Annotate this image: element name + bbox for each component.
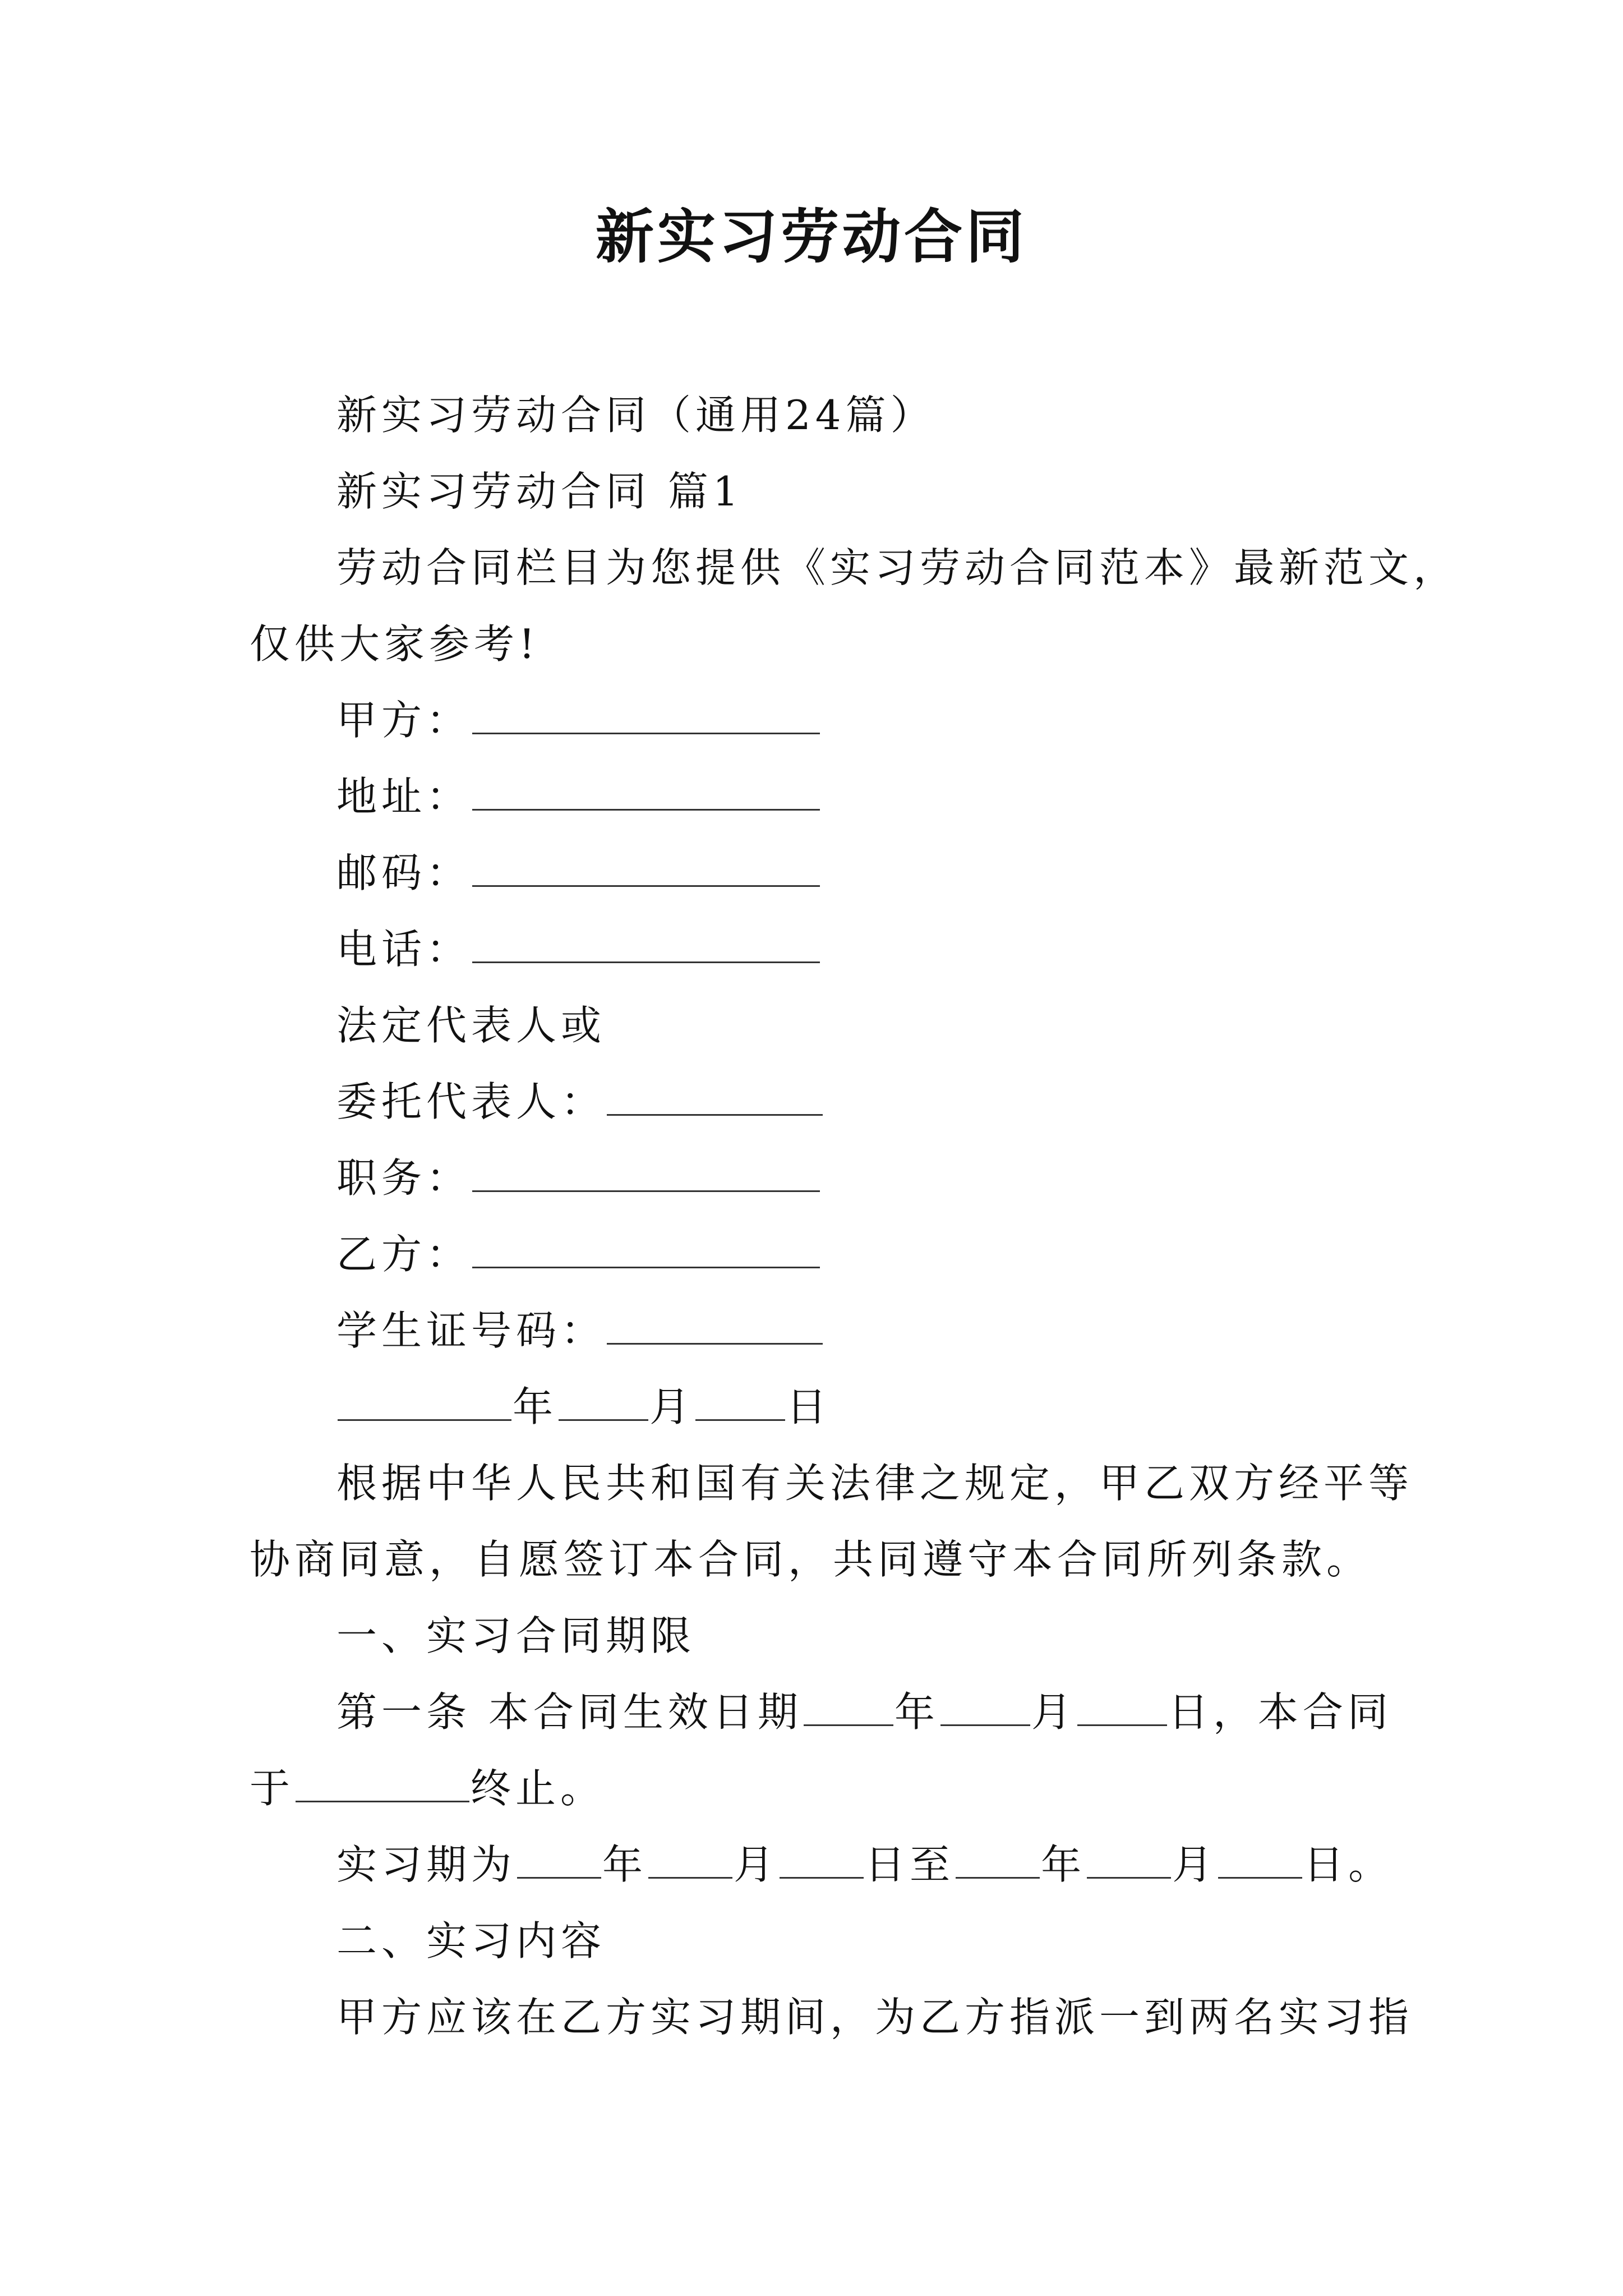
period-year1-blank bbox=[517, 1841, 601, 1879]
section-1-heading: 一、实习合同期限 bbox=[336, 1612, 696, 1659]
article-1-text: 第一条 本合同生效日期 bbox=[336, 1688, 803, 1736]
party-a-blank bbox=[472, 697, 820, 734]
intro-line-2: 仅供大家参考! bbox=[250, 620, 540, 668]
period-year2-blank bbox=[956, 1841, 1040, 1879]
party-a-label: 甲方： bbox=[336, 697, 472, 744]
party-b-field bbox=[336, 1226, 821, 1282]
section-heading: 新实习劳动合同 篇1 bbox=[336, 468, 743, 515]
article-1-yu: 于 bbox=[250, 1765, 295, 1812]
period-year1-label: 年 bbox=[602, 1841, 648, 1888]
entrusted-rep-label: 委托代表人： bbox=[336, 1078, 606, 1125]
entrusted-rep-blank bbox=[607, 1078, 823, 1116]
student-id-blank bbox=[607, 1307, 823, 1345]
article-1-line-2 bbox=[250, 1760, 605, 1816]
postcode-blank bbox=[472, 849, 820, 887]
article-1-year-label: 年 bbox=[894, 1688, 939, 1736]
date-month-blank bbox=[559, 1383, 648, 1421]
article-1-line-1 bbox=[336, 1684, 1393, 1740]
article-1-day-tail: 日，本合同 bbox=[1168, 1688, 1393, 1736]
phone-field bbox=[336, 921, 821, 977]
phone-label: 电话： bbox=[336, 926, 472, 973]
paragraph-1-line-1: 根据中华人民共和国有关法律之规定，甲乙双方经平等 bbox=[336, 1460, 1414, 1507]
date-day-label: 日 bbox=[786, 1383, 832, 1430]
internship-period-line bbox=[336, 1837, 1393, 1893]
period-label: 实习期为 bbox=[336, 1841, 517, 1888]
article-1-month-label: 月 bbox=[1031, 1688, 1076, 1736]
section-2-heading: 二、实习内容 bbox=[336, 1917, 606, 1964]
article-1-month-blank bbox=[940, 1688, 1030, 1726]
period-day1-blank bbox=[780, 1841, 864, 1879]
date-day-blank bbox=[695, 1383, 785, 1421]
date-line bbox=[336, 1379, 831, 1435]
period-month2-blank bbox=[1087, 1841, 1171, 1879]
address-blank bbox=[472, 773, 820, 811]
position-blank bbox=[472, 1154, 820, 1192]
party-b-label: 乙方： bbox=[336, 1231, 472, 1278]
subtitle-line: 新实习劳动合同（通用24篇） bbox=[336, 392, 935, 439]
period-to-label: 日至 bbox=[865, 1841, 955, 1888]
period-month1-blank bbox=[648, 1841, 732, 1879]
postcode-label: 邮码： bbox=[336, 849, 472, 896]
period-month1-label: 月 bbox=[734, 1841, 779, 1888]
party-b-blank bbox=[472, 1231, 820, 1268]
legal-rep-line: 法定代表人或 bbox=[336, 1002, 606, 1049]
period-end-label: 日。 bbox=[1303, 1841, 1394, 1888]
intro-line-1: 劳动合同栏目为您提供《实习劳动合同范本》最新范文， bbox=[336, 544, 1459, 591]
position-label: 职务： bbox=[336, 1154, 472, 1202]
period-day2-blank bbox=[1218, 1841, 1302, 1879]
position-field bbox=[336, 1150, 821, 1206]
entrusted-rep-field bbox=[336, 1074, 824, 1130]
article-1-year-blank bbox=[804, 1688, 893, 1726]
period-year2-label: 年 bbox=[1041, 1841, 1086, 1888]
date-year-label: 年 bbox=[513, 1383, 558, 1430]
party-a-field bbox=[336, 692, 821, 748]
address-label: 地址： bbox=[336, 773, 472, 820]
period-month2-label: 月 bbox=[1172, 1841, 1218, 1888]
article-1-end-blank bbox=[296, 1765, 469, 1802]
address-field bbox=[336, 769, 821, 825]
student-id-label: 学生证号码： bbox=[336, 1307, 606, 1354]
date-month-label: 月 bbox=[649, 1383, 695, 1430]
article-1-end-text: 终止。 bbox=[471, 1765, 606, 1812]
postcode-field bbox=[336, 845, 821, 901]
paragraph-2-line-1: 甲方应该在乙方实习期间，为乙方指派一到两名实习指 bbox=[336, 1994, 1414, 2041]
phone-blank bbox=[472, 926, 820, 963]
article-1-day-blank bbox=[1077, 1688, 1167, 1726]
student-id-field bbox=[336, 1303, 824, 1359]
document-title: 新实习劳动合同 bbox=[595, 202, 1027, 271]
paragraph-1-line-2: 协商同意，自愿签订本合同，共同遵守本合同所列条款。 bbox=[250, 1536, 1372, 1583]
date-year-blank bbox=[338, 1383, 511, 1421]
